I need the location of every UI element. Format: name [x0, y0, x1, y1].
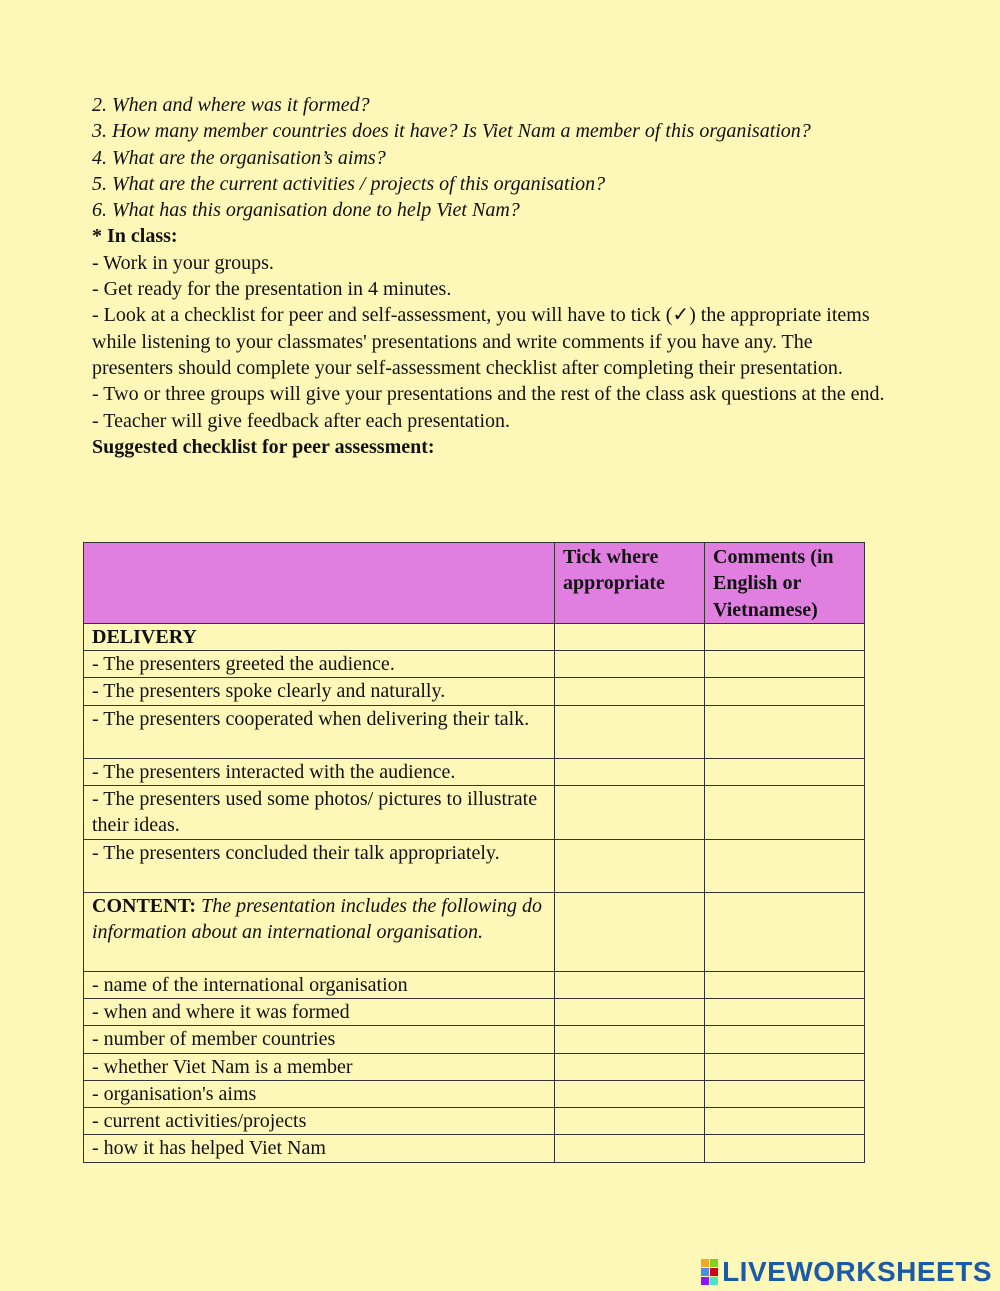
- logo-block: [701, 1268, 709, 1276]
- question-6: 6. What has this organisation done to help Viet Nam?: [92, 199, 520, 222]
- tick-cell[interactable]: [555, 758, 705, 785]
- criteria-cell: - organisation's aims: [84, 1080, 555, 1107]
- checklist-title: Suggested checklist for peer assessment:: [92, 435, 435, 458]
- table-row: [84, 651, 865, 678]
- criteria-cell: - The presenters greeted the audience.: [84, 651, 555, 678]
- question-5: 5. What are the current activities / projects of this organisation?: [92, 172, 606, 195]
- content-section-cell: [84, 892, 555, 971]
- criteria-cell: - how it has helped Viet Nam: [84, 1135, 555, 1162]
- comment-cell[interactable]: [705, 705, 865, 758]
- tick-cell[interactable]: [555, 1135, 705, 1162]
- comment-cell[interactable]: [705, 1053, 865, 1080]
- logo-blocks-icon: [701, 1259, 718, 1285]
- tick-cell[interactable]: [555, 1053, 705, 1080]
- criteria-cell: - when and where it was formed: [84, 998, 555, 1025]
- tick-cell[interactable]: [555, 839, 705, 892]
- table-row: [84, 1108, 865, 1135]
- comment-cell[interactable]: [705, 758, 865, 785]
- table-row: [84, 1026, 865, 1053]
- in-class-item: - Teacher will give feedback after each presentation.: [92, 409, 511, 432]
- worksheet-text: [92, 92, 892, 460]
- logo-block: [701, 1277, 709, 1285]
- table-row: [84, 786, 865, 840]
- table-row: [84, 1080, 865, 1107]
- comment-cell[interactable]: [705, 1108, 865, 1135]
- criteria-cell: - The presenters concluded their talk appropriately.: [84, 839, 555, 892]
- logo-block: [701, 1259, 709, 1267]
- liveworksheets-logo[interactable]: [701, 1256, 992, 1288]
- criteria-cell: - The presenters cooperated when delivering their talk.: [84, 705, 555, 758]
- section-row-content: [84, 892, 865, 971]
- tick-cell[interactable]: [555, 786, 705, 840]
- table-row: [84, 678, 865, 705]
- table-header-row: [84, 543, 865, 624]
- tick-cell[interactable]: [555, 651, 705, 678]
- in-class-item: - Look at a checklist for peer and self-assessment, you will have to tick (✓) the appropriate items while listening to your classmates' presentations and write comments if you have any. The presenters should complete your self-assessment checklist after completing their presentation.: [92, 304, 870, 379]
- peer-assessment-table-wrapper: [83, 542, 865, 1163]
- in-class-item: - Two or three groups will give your presentations and the rest of the class ask questions at the end.: [92, 383, 885, 406]
- content-title: CONTENT:: [92, 894, 197, 917]
- question-3: 3. How many member countries does it have? Is Viet Nam a member of this organisation?: [92, 120, 811, 143]
- criteria-cell: - current activities/projects: [84, 1108, 555, 1135]
- tick-cell[interactable]: [555, 623, 705, 650]
- comment-cell[interactable]: [705, 678, 865, 705]
- table-row: [84, 998, 865, 1025]
- criteria-cell: - name of the international organisation: [84, 971, 555, 998]
- tick-cell[interactable]: [555, 971, 705, 998]
- comment-cell[interactable]: [705, 892, 865, 971]
- table-row: [84, 705, 865, 758]
- header-tick: Tick where appropriate: [555, 543, 705, 624]
- tick-cell[interactable]: [555, 1026, 705, 1053]
- logo-text: LIVEWORKSHEETS: [722, 1256, 992, 1287]
- comment-cell[interactable]: [705, 1135, 865, 1162]
- table-row: [84, 758, 865, 785]
- comment-cell[interactable]: [705, 1026, 865, 1053]
- criteria-cell: - The presenters interacted with the audience.: [84, 758, 555, 785]
- criteria-cell: - number of member countries: [84, 1026, 555, 1053]
- tick-cell[interactable]: [555, 1080, 705, 1107]
- question-4: 4. What are the organisation’s aims?: [92, 146, 386, 169]
- content-description: The presentation includes the following do information about an international organisation.: [92, 894, 542, 943]
- logo-block: [710, 1259, 718, 1267]
- table-row: [84, 1053, 865, 1080]
- criteria-cell: - The presenters used some photos/ pictures to illustrate their ideas.: [84, 786, 555, 840]
- in-class-heading: * In class:: [92, 225, 178, 248]
- peer-assessment-table: [83, 542, 865, 1163]
- table-row: [84, 971, 865, 998]
- tick-cell[interactable]: [555, 998, 705, 1025]
- comment-cell[interactable]: [705, 1080, 865, 1107]
- tick-cell[interactable]: [555, 705, 705, 758]
- comment-cell[interactable]: [705, 971, 865, 998]
- table-row: [84, 1135, 865, 1162]
- tick-cell[interactable]: [555, 892, 705, 971]
- delivery-title: DELIVERY: [84, 623, 555, 650]
- question-2: 2. When and where was it formed?: [92, 94, 370, 116]
- tick-cell[interactable]: [555, 1108, 705, 1135]
- comment-cell[interactable]: [705, 651, 865, 678]
- section-row-delivery: [84, 623, 865, 650]
- comment-cell[interactable]: [705, 623, 865, 650]
- comment-cell[interactable]: [705, 839, 865, 892]
- logo-block: [710, 1268, 718, 1276]
- tick-cell[interactable]: [555, 678, 705, 705]
- header-comments: Comments (in English or Vietnamese): [705, 543, 865, 624]
- criteria-cell: - whether Viet Nam is a member: [84, 1053, 555, 1080]
- header-criteria: [84, 543, 555, 624]
- comment-cell[interactable]: [705, 998, 865, 1025]
- in-class-item: - Work in your groups.: [92, 251, 274, 274]
- table-row: [84, 839, 865, 892]
- criteria-cell: - The presenters spoke clearly and naturally.: [84, 678, 555, 705]
- logo-block: [710, 1277, 718, 1285]
- comment-cell[interactable]: [705, 786, 865, 840]
- in-class-item: - Get ready for the presentation in 4 minutes.: [92, 278, 452, 301]
